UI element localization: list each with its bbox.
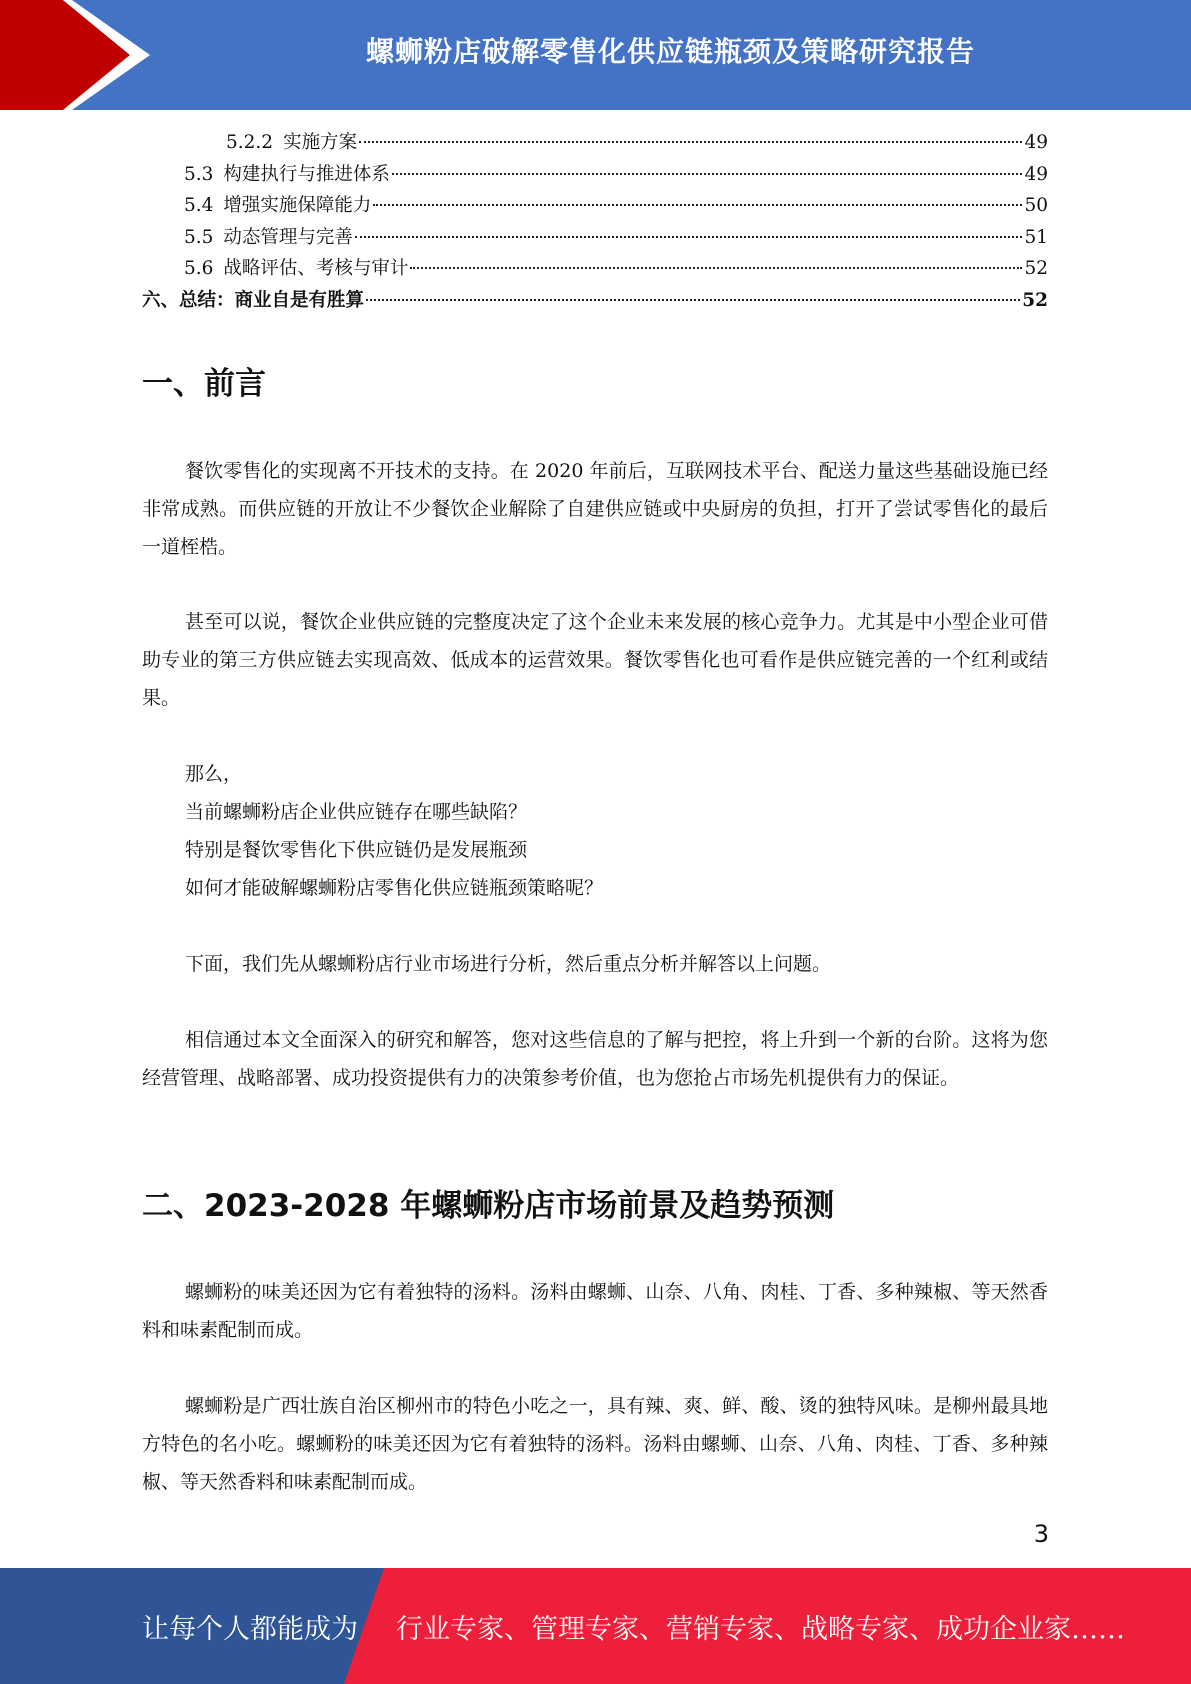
paragraph: 螺蛳粉是广西壮族自治区柳州市的特色小吃之一，具有辣、爽、鲜、酸、烫的独特风味。是柳州最具地方特色的名小吃。螺蛳粉的味美还因为它有着独特的汤料。汤料由螺蛳、山奈、八角、肉桂、丁香、多种辣椒、等天然香料和味素配制而成。: [142, 1395, 1048, 1493]
toc-title: 实施方案: [283, 132, 358, 153]
section-heading: 一、前言: [142, 366, 266, 402]
paragraph: 下面，我们先从螺蛳粉店行业市场进行分析，然后重点分析并解答以上问题。: [185, 953, 832, 975]
toc-page: 49: [1024, 163, 1048, 185]
toc-entry[interactable]: [142, 160, 1048, 192]
section-heading: 二、2023-2028 年螺蛳粉店市场前景及趋势预测: [142, 1188, 835, 1224]
toc-entry[interactable]: [142, 254, 1048, 286]
question-line: 当前螺蛳粉店企业供应链存在哪些缺陷？: [185, 801, 528, 823]
footer-slogan-left: 让每个人都能成为: [142, 1613, 358, 1645]
toc-leader: [410, 267, 1022, 269]
toc-number: 5.6: [184, 258, 214, 279]
question-line: 如何才能破解螺蛳粉店零售化供应链瓶颈策略呢？: [185, 877, 604, 899]
question-line: 特别是餐饮零售化下供应链仍是发展瓶颈: [185, 839, 528, 861]
table-of-contents: [142, 128, 1048, 317]
chevron-arrow-icon: [0, 0, 160, 110]
toc-leader: [392, 173, 1023, 175]
header-band: [0, 0, 1191, 110]
toc-number: 5.2.2: [226, 132, 274, 153]
report-title: 螺蛳粉店破解零售化供应链瓶颈及策略研究报告: [365, 35, 975, 68]
toc-title: 增强实施保障能力: [223, 195, 372, 216]
toc-page: 51: [1024, 226, 1048, 248]
toc-entry[interactable]: [142, 191, 1048, 223]
toc-leader: [355, 236, 1023, 238]
toc-entry[interactable]: [142, 223, 1048, 255]
toc-title: 动态管理与完善: [223, 226, 353, 248]
toc-entry[interactable]: [142, 286, 1048, 318]
paragraph: 相信通过本文全面深入的研究和解答，您对这些信息的了解与把控，将上升到一个新的台阶。这将为您经营管理、战略部署、成功投资提供有力的决策参考价值，也为您抢占市场先机提供有力的保证。: [142, 1029, 1048, 1089]
toc-entry[interactable]: [142, 128, 1048, 160]
footer-band: [0, 1568, 1191, 1684]
question-line: 那么，: [185, 763, 243, 785]
toc-page: 49: [1024, 132, 1048, 153]
toc-title: 六、总结：商业自是有胜算: [142, 289, 365, 311]
toc-leader: [373, 204, 1022, 206]
paragraph: 甚至可以说，餐饮企业供应链的完整度决定了这个企业未来发展的核心竞争力。尤其是中小型企业可借助专业的第三方供应链去实现高效、低成本的运营效果。餐饮零售化也可看作是供应链完善的一个红利或结果。: [142, 611, 1048, 709]
toc-number: 5.5: [184, 226, 214, 248]
toc-title: 战略评估、考核与审计: [223, 258, 409, 279]
page-number: 3: [1033, 1520, 1049, 1548]
toc-title: 构建执行与推进体系: [223, 163, 390, 185]
toc-page: 52: [1024, 258, 1048, 279]
toc-leader: [359, 141, 1022, 143]
paragraph: 餐饮零售化的实现离不开技术的支持。在 2020 年前后，互联网技术平台、配送力量这些基础设施已经非常成熟。而供应链的开放让不少餐饮企业解除了自建供应链或中央厨房的负担，打开了尝试零售化的最后一道桎梏。: [142, 460, 1048, 558]
footer-slogan-right: 行业专家、管理专家、营销专家、战略专家、成功企业家……: [396, 1613, 1125, 1645]
toc-page: 50: [1024, 195, 1048, 216]
toc-number: 5.4: [184, 195, 214, 216]
toc-number: 5.3: [184, 163, 214, 185]
toc-page: 52: [1022, 289, 1048, 311]
toc-leader: [366, 299, 1020, 301]
question-list: [185, 755, 603, 907]
paragraph: 螺蛳粉的味美还因为它有着独特的汤料。汤料由螺蛳、山奈、八角、肉桂、丁香、多种辣椒、等天然香料和味素配制而成。: [142, 1281, 1048, 1341]
